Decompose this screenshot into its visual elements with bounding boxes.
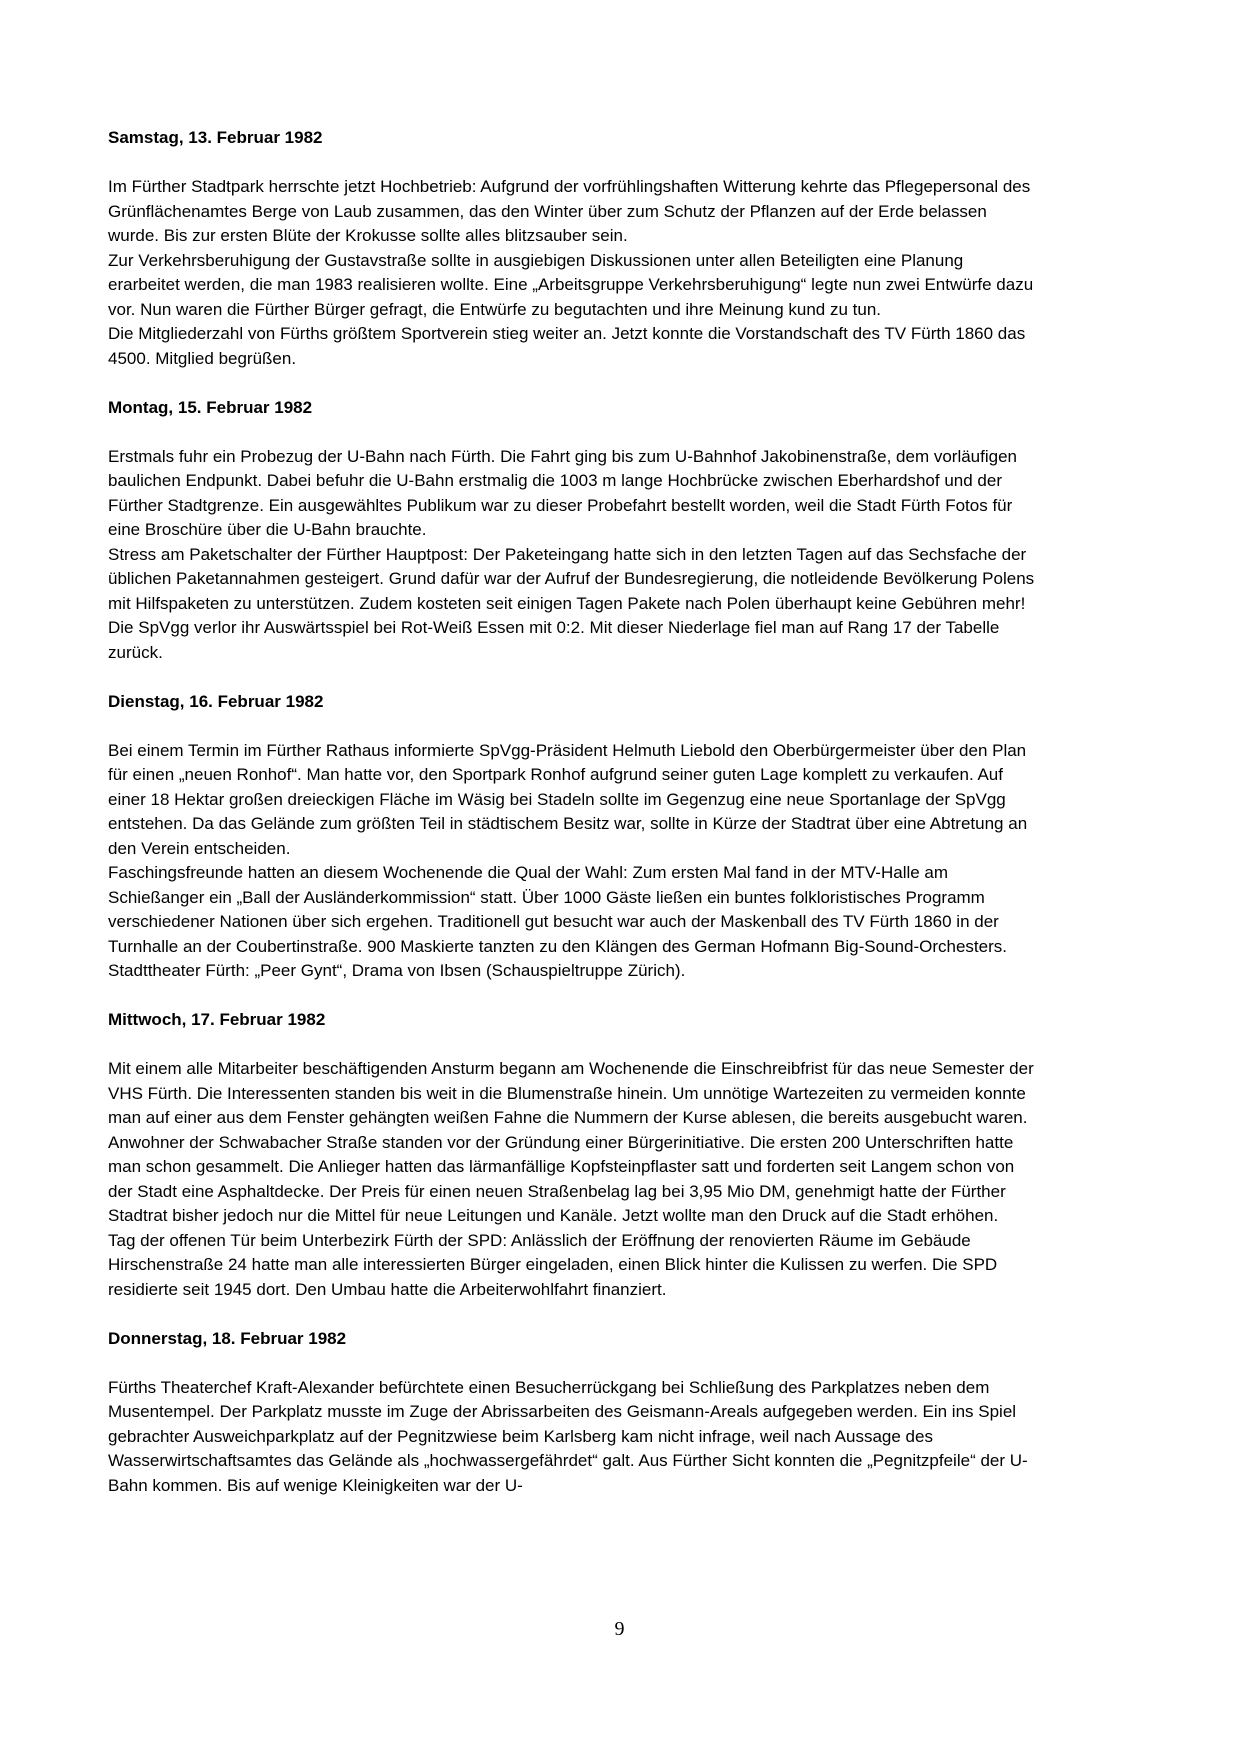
paragraph: Erstmals fuhr ein Probezug der U-Bahn nach Fürth. Die Fahrt ging bis zum U-Bahnhof Jakobinenstraße, dem vorläufigen baulichen Endpunkt. Dabei befuhr die U-Bahn erstmalig die 1003 m lange Hochbrücke zwischen Eberhardshof und der Fürther Stadtgrenze. Ein ausgewähltes Publikum war zu dieser Probefahrt bestellt worden, weil die Stadt Fürth Fotos für eine Broschüre über die U-Bahn brauchte. — [108, 446, 1018, 539]
paragraph: Stadttheater Fürth: „Peer Gynt“, Drama von Ibsen (Schauspieltruppe Zürich). — [108, 961, 686, 980]
section-donnerstag-18-februar — [108, 1327, 1036, 1499]
section-mittwoch-17-februar — [108, 1008, 1036, 1302]
document-content — [108, 126, 1036, 1523]
section-heading: Mittwoch, 17. Februar 1982 — [108, 1010, 326, 1029]
page-number: 9 — [614, 1618, 625, 1640]
section-samstag-13-februar — [108, 126, 1036, 371]
paragraph: Fürths Theaterchef Kraft-Alexander befürchtete einen Besucherrückgang bei Schließung des Parkplatzes neben dem Musentempel. Der Parkplatz musste im Zuge der Abrissarbeiten des Geismann-Areals aufgegeben werden. Ein ins Spiel gebrachter Ausweichparkplatz auf der Pegnitzwiese beim Karlsberg kam nicht infrage, weil nach Aussage des Wasserwirtschaftsamtes das Gelände als „hochwassergefährdet“ galt. Aus Fürther Sicht konnten die „Pegnitzpfeile“ der U-Bahn kommen. Bis auf wenige Kleinigkeiten war der U- — [108, 1377, 1028, 1495]
paragraph: Zur Verkehrsberuhigung der Gustavstraße sollte in ausgiebigen Diskussionen unter allen Beteiligten eine Planung erarbeitet werden, die man 1983 realisieren wollte. Eine „Arbeitsgruppe Verkehrsberuhigung“ legte nun zwei Entwürfe dazu vor. Nun waren die Fürther Bürger gefragt, die Entwürfe zu begutachten und ihre Meinung kund zu tun. — [108, 250, 1034, 319]
paragraph: Die Mitgliederzahl von Fürths größtem Sportverein stieg weiter an. Jetzt konnte die Vorstandschaft des TV Fürth 1860 das 4500. Mitglied begrüßen. — [108, 324, 1026, 368]
paragraph: Stress am Paketschalter der Fürther Hauptpost: Der Paketeingang hatte sich in den letzten Tagen auf das Sechsfache der üblichen Paketannahmen gesteigert. Grund dafür war der Aufruf der Bundesregierung, die notleidende Bevölkerung Polens mit Hilfspaketen zu unterstützen. Zudem kosteten seit einigen Tagen Pakete nach Polen überhaupt keine Gebühren mehr! — [108, 544, 1035, 613]
section-heading: Samstag, 13. Februar 1982 — [108, 128, 323, 147]
section-heading: Donnerstag, 18. Februar 1982 — [108, 1328, 347, 1348]
section-heading: Dienstag, 16. Februar 1982 — [108, 691, 324, 711]
section-dienstag-16-februar — [108, 690, 1036, 984]
section-montag-15-februar — [108, 396, 1036, 666]
paragraph: Tag der offenen Tür beim Unterbezirk Fürth der SPD: Anlässlich der Eröffnung der renovierten Räume im Gebäude Hirschenstraße 24 hatte man alle interessierten Bürger eingeladen, einen Blick hinter die Kulissen zu werfen. Die SPD residierte seit 1945 dort. Den Umbau hatte die Arbeiterwohlfahrt finanziert. — [108, 1230, 998, 1299]
paragraph: Faschingsfreunde hatten an diesem Wochenende die Qual der Wahl: Zum ersten Mal fand in der MTV-Halle am Schießanger ein „Ball der Ausländerkommission“ statt. Über 1000 Gäste ließen ein buntes folkloristisches Programm verschiedener Nationen über sich ergehen. Traditionell gut besucht war auch der Maskenball des TV Fürth 1860 in der Turnhalle an der Coubertinstraße. 900 Maskierte tanzten zu den Klängen des German Hofmann Big-Sound-Orchesters. — [108, 863, 1007, 956]
paragraph: Im Fürther Stadtpark herrschte jetzt Hochbetrieb: Aufgrund der vorfrühlingshaften Witterung kehrte das Pflegepersonal des Grünflächenamtes Berge von Laub zusammen, das den Winter über zum Schutz der Pflanzen auf der Erde belassen wurde. Bis zur ersten Blüte der Krokusse sollte alles blitzsauber sein. — [108, 177, 1031, 245]
paragraph: Die SpVgg verlor ihr Auswärtsspiel bei Rot-Weiß Essen mit 0:2. Mit dieser Niederlage fiel man auf Rang 17 der Tabelle zurück. — [108, 618, 1000, 662]
paragraph: Mit einem alle Mitarbeiter beschäftigenden Ansturm begann am Wochenende die Einschreibfrist für das neue Semester der VHS Fürth. Die Interessenten standen bis weit in die Blumenstraße hinein. Um unnötige Wartezeiten zu vermeiden konnte man auf einer aus dem Fenster gehängten weißen Fahne die Nummern der Kurse ablesen, die bereits ausgebucht waren. — [108, 1059, 1034, 1127]
paragraph: Bei einem Termin im Fürther Rathaus informierte SpVgg-Präsident Helmuth Liebold den Oberbürgermeister über den Plan für einen „neuen Ronhof“. Man hatte vor, den Sportpark Ronhof aufgrund seiner guten Lage komplett zu verkaufen. Auf einer 18 Hektar großen dreieckigen Fläche im Wäsig bei Stadeln sollte im Gegenzug eine neue Sportanlage der SpVgg entstehen. Da das Gelände zum größten Teil in städtischem Besitz war, sollte in Kürze der Stadtrat über eine Abtretung an den Verein entscheiden. — [108, 740, 1028, 858]
paragraph: Anwohner der Schwabacher Straße standen vor der Gründung einer Bürgerinitiative. Die ersten 200 Unterschriften hatte man schon gesammelt. Die Anlieger hatten das lärmanfällige Kopfsteinpflaster satt und forderten seit Langem schon von der Stadt eine Asphaltdecke. Der Preis für einen neuen Straßenbelag lag bei 3,95 Mio DM, genehmigt hatte der Fürther Stadtrat bisher jedoch nur die Mittel für neue Leitungen und Kanäle. Jetzt wollte man den Druck auf die Stadt erhöhen. — [108, 1132, 1015, 1225]
section-heading: Montag, 15. Februar 1982 — [108, 397, 313, 417]
